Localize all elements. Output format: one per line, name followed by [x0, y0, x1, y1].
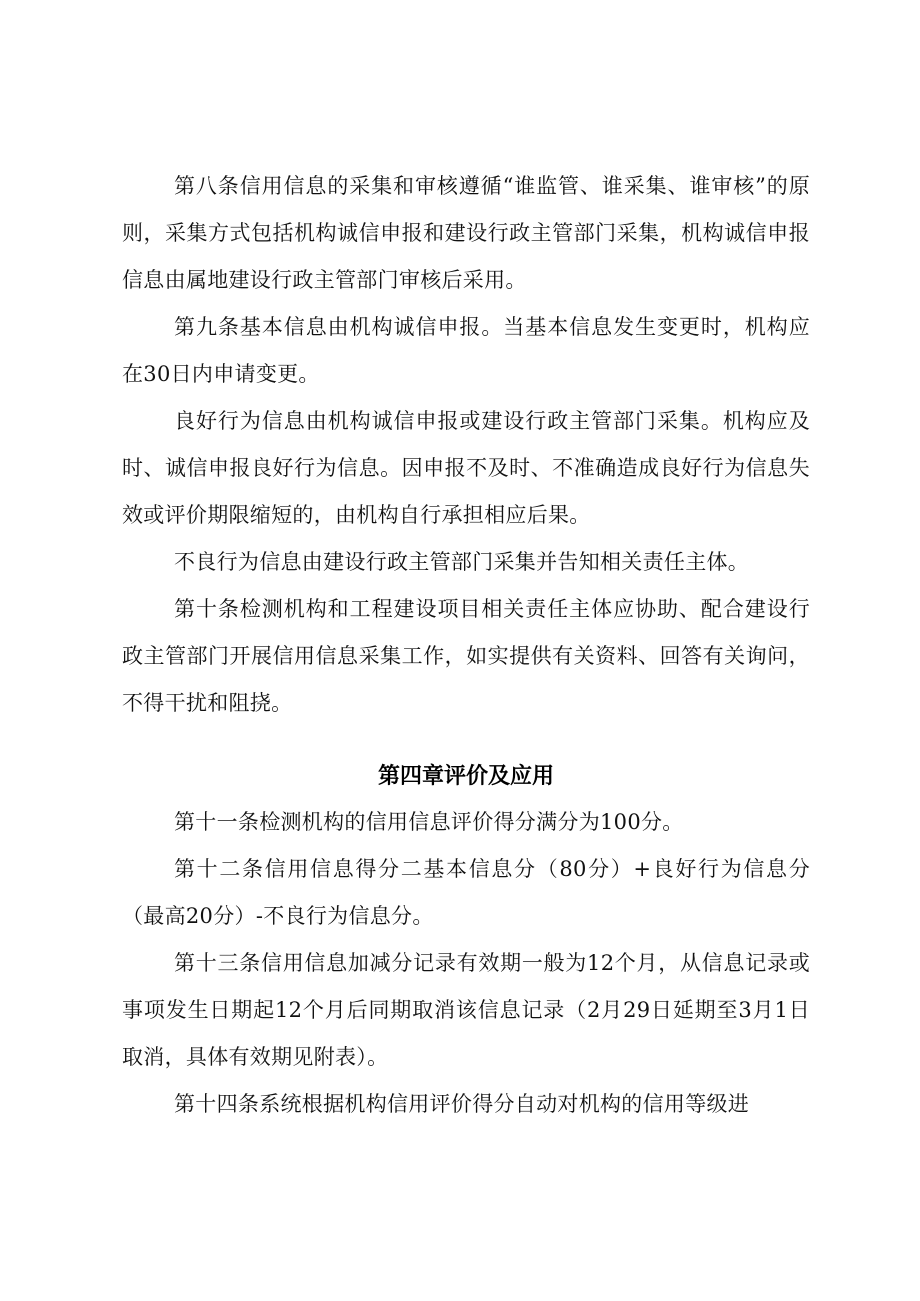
paragraph-article-8: 第八条信用信息的采集和审核遵循“谁监管、谁采集、谁审核”的原则，采集方式包括机构诚信申报和建设行政主管部门采集，机构诚信申报信息由属地建设行政主管部门审核后采用。 [122, 174, 810, 292]
paragraph-article-13: 第十三条信用信息加减分记录有效期一般为12个月，从信息记录或事项发生日期起12个月后同期取消该信息记录（2月29日延期至3月1日取消，具体有效期见附表）。 [122, 951, 810, 1069]
paragraph-good-behavior: 良好行为信息由机构诚信申报或建设行政主管部门采集。机构应及时、诚信申报良好行为信息。因申报不及时、不准确造成良好行为信息失效或评价期限缩短的，由机构自行承担相应后果。 [122, 409, 810, 527]
paragraph-bad-behavior: 不良行为信息由建设行政主管部门采集并告知相关责任主体。 [174, 550, 750, 574]
paragraph-article-9: 第九条基本信息由机构诚信申报。当基本信息发生变更时，机构应在30日内申请变更。 [122, 315, 810, 386]
paragraph-article-12: 第十二条信用信息得分二基本信息分（80分）+良好行为信息分（最高20分）-不良行为信息分。 [122, 857, 810, 928]
chapter-title: 第四章评价及应用 [377, 764, 554, 789]
paragraph-article-10: 第十条检测机构和工程建设项目相关责任主体应协助、配合建设行政主管部门开展信用信息采集工作，如实提供有关资料、回答有关询问，不得干扰和阻挠。 [122, 597, 810, 715]
document-body [122, 163, 810, 1128]
paragraph-article-11: 第十一条检测机构的信用信息评价得分满分为100分。 [174, 810, 684, 834]
paragraph-article-14: 第十四条系统根据机构信用评价得分自动对机构的信用等级进 [174, 1092, 750, 1116]
